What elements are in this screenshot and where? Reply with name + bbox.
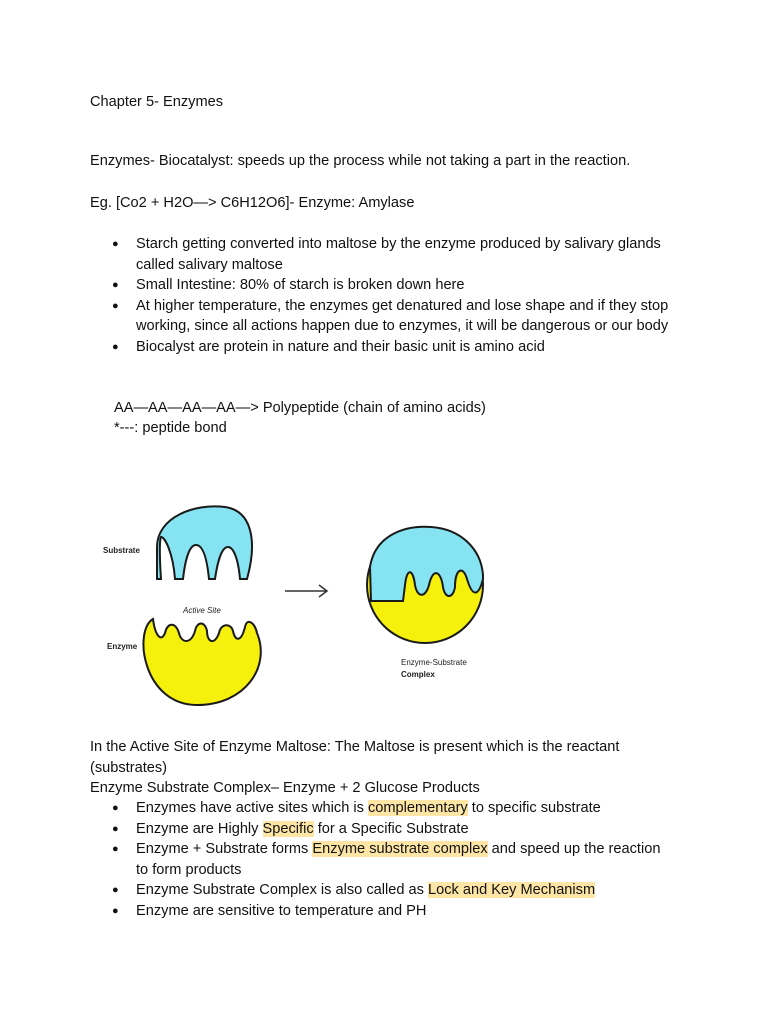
enzyme-facts-list [90,234,670,357]
reaction-example: Eg. [Co2 + H2O—> C6H12O6]- Enzyme: Amylase [90,195,415,211]
list-item: ● Starch getting converted into maltose by the enzyme produced by salivary glands called salivary maltose [90,234,670,275]
list-item: ● Enzyme are Highly Specific for a Specific Substrate [90,819,670,840]
list-item: ● Enzyme + Substrate forms Enzyme substrate complex and speed up the reaction to form products [90,839,670,880]
complex-definition: Enzyme Substrate Complex– Enzyme + 2 Glucose Products [90,780,480,796]
highlighted-term: complementary [367,800,468,816]
list-item: ● Enzymes have active sites which is complementary to specific substrate [90,798,670,819]
list-item: ● At higher temperature, the enzymes get denatured and lose shape and if they stop working, since all actions happen due to enzymes, it will be dangerous or our body [90,296,670,337]
peptide-bond-line: *---: peptide bond [114,420,227,436]
highlighted-term: Specific [262,820,314,837]
complex-label-line2: Complex [401,670,435,679]
enzyme-label: Enzyme [107,642,138,651]
list-item: ● Enzyme Substrate Complex is also called as Lock and Key Mechanism [90,880,670,901]
enzyme-shape [143,619,260,705]
chapter-title: Chapter 5- Enzymes [90,94,224,110]
substrate-shape [157,506,252,579]
polypeptide-line: AA—AA—AA—AA—> Polypeptide (chain of amino acids) [114,400,486,416]
active-site-line-1 [90,737,650,778]
lock-and-key-diagram [95,495,515,725]
active-site-label: Active Site [183,606,221,615]
list-item: ● Biocalyst are protein in nature and their basic unit is amino acid [90,337,670,358]
complex-label-line1: Enzyme-Substrate [401,658,467,667]
active-site-text: In the Active Site of Enzyme Maltose: The Maltose is present which is the reactant (substrates) [90,739,620,776]
enzyme-substrate-complex [367,527,483,643]
highlighted-term: Lock and Key Mechanism [428,882,596,898]
list-item: ● Small Intestine: 80% of starch is broken down here [90,275,670,296]
complex-facts-list [90,798,670,921]
list-item: ● Enzyme are sensitive to temperature and PH [90,901,670,922]
highlighted-term: Enzyme substrate complex [312,841,488,857]
substrate-label: Substrate [103,546,140,555]
arrow-icon [285,585,327,597]
enzyme-definition: Enzymes- Biocatalyst: speeds up the process while not taking a part in the reaction. [90,153,631,169]
